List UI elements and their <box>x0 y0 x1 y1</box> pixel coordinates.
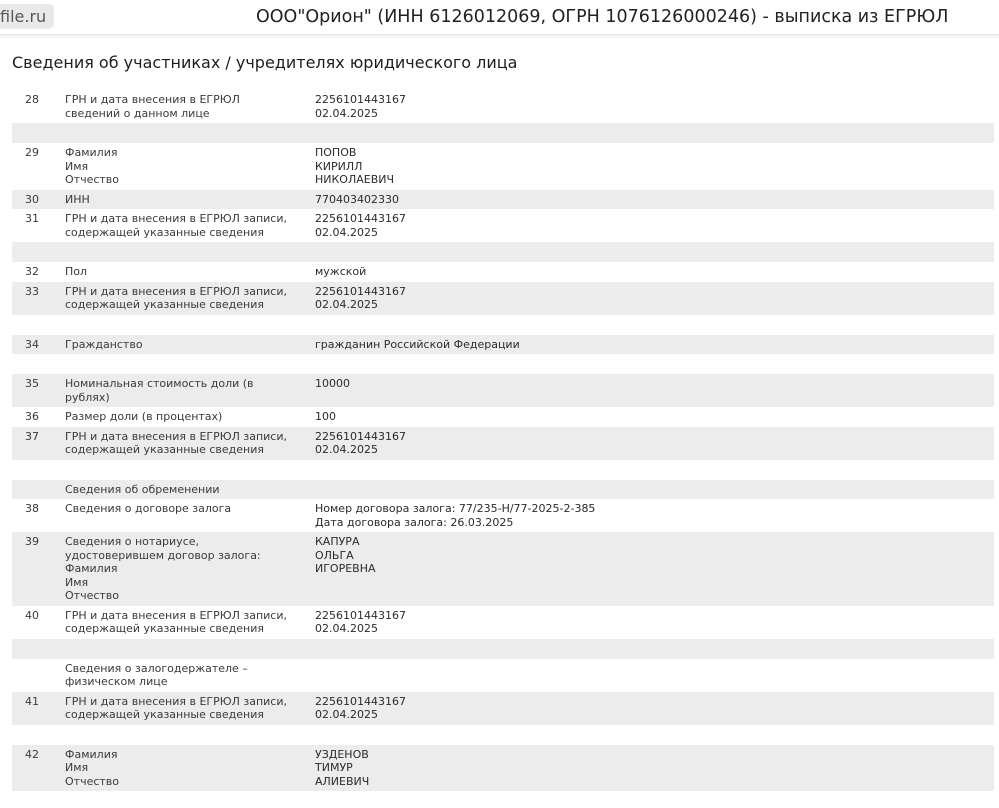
spacer-cell <box>12 315 994 335</box>
field-label <box>52 407 315 427</box>
value-line: ПОПОВ <box>315 146 357 159</box>
field-label <box>52 374 315 407</box>
table-row <box>12 282 994 315</box>
field-label <box>52 692 315 725</box>
label-line: сведений о данном лице <box>65 106 210 120</box>
spacer-cell <box>12 354 994 374</box>
table-row <box>12 190 994 210</box>
row-number: 34 <box>25 337 39 351</box>
table-row <box>12 499 994 532</box>
field-value <box>315 480 994 500</box>
value-line: УЗДЕНОВ <box>315 747 369 761</box>
field-label <box>52 532 315 606</box>
label-line: ГРН и дата внесения в ЕГРЮЛ <box>65 93 240 106</box>
label-line: содержащей указанные сведения <box>65 708 265 721</box>
table-row <box>12 407 994 427</box>
spacer-cell <box>12 639 994 659</box>
value-line: НИКОЛАЕВИЧ <box>315 173 395 186</box>
row-number: 30 <box>25 192 39 206</box>
field-label <box>52 745 315 792</box>
field-value <box>315 745 994 792</box>
label-line: ГРН и дата внесения в ЕГРЮЛ записи, <box>65 694 287 708</box>
label-line: содержащей указанные сведения <box>65 225 265 239</box>
field-value <box>315 143 994 190</box>
value-line: мужской <box>315 265 367 278</box>
label-line: ГРН и дата внесения в ЕГРЮЛ записи, <box>65 429 287 443</box>
table-row <box>12 209 994 242</box>
field-value <box>315 532 994 606</box>
label-line: Отчество <box>65 774 120 788</box>
label-line: Отчество <box>65 173 120 186</box>
label-line: ИНН <box>65 192 90 206</box>
spacer-row <box>12 123 994 143</box>
field-value <box>315 374 994 407</box>
document-title: ООО"Орион" (ИНН 6126012069, ОГРН 1076126000246) - выписка из ЕГРЮЛ <box>256 7 949 27</box>
row-number: 42 <box>25 747 39 761</box>
spacer-row <box>12 725 994 745</box>
field-value <box>315 262 994 282</box>
field-label <box>52 480 315 500</box>
spacer-row <box>12 315 994 335</box>
label-line: физическом лице <box>65 675 168 688</box>
value-line: 02.04.2025 <box>315 106 378 120</box>
value-line: 02.04.2025 <box>315 708 378 721</box>
row-number: 41 <box>25 694 39 708</box>
value-line: АЛИЕВИЧ <box>315 774 370 788</box>
egrul-table <box>12 90 994 791</box>
value-line: ИГОРЕВНА <box>315 562 376 575</box>
table-row <box>12 90 994 123</box>
table-row <box>12 745 994 792</box>
value-line: 2256101443167 <box>315 93 406 106</box>
field-label <box>52 335 315 355</box>
spacer-cell <box>12 460 994 480</box>
field-label <box>52 499 315 532</box>
label-line: Сведения о залогодержателе – <box>65 661 248 675</box>
value-line: гражданин Российской Федерации <box>315 337 520 351</box>
table-row <box>12 659 994 692</box>
field-value <box>315 190 994 210</box>
table-row <box>12 335 994 355</box>
row-number: 38 <box>25 502 39 515</box>
field-label <box>52 209 315 242</box>
label-line: удостоверившем договор залога: <box>65 548 261 562</box>
value-line: 02.04.2025 <box>315 443 378 456</box>
section-title: Сведения об участниках / учредителях юридического лица <box>12 53 518 72</box>
label-line: содержащей указанные сведения <box>65 443 265 456</box>
table-row <box>12 692 994 725</box>
field-value <box>315 282 994 315</box>
label-line: Размер доли (в процентах) <box>65 410 223 423</box>
label-line: Фамилия <box>65 562 118 575</box>
field-label <box>52 282 315 315</box>
label-line: рублях) <box>65 390 110 404</box>
label-line: Сведения о договоре залога <box>65 502 232 515</box>
field-value <box>315 90 994 123</box>
row-number: 33 <box>25 284 39 298</box>
value-line: КИРИЛЛ <box>315 159 363 173</box>
label-line: Имя <box>65 159 89 173</box>
table-row <box>12 606 994 639</box>
spacer-cell <box>12 123 994 143</box>
label-line: Отчество <box>65 589 120 602</box>
value-line: 770403402330 <box>315 192 399 206</box>
field-label <box>52 190 315 210</box>
row-number: 29 <box>25 146 39 159</box>
field-value <box>315 499 994 532</box>
label-line: Фамилия <box>65 146 118 159</box>
row-number <box>12 480 52 500</box>
spacer-row <box>12 639 994 659</box>
field-value <box>315 427 994 460</box>
value-line: 10000 <box>315 377 350 390</box>
value-line: КАПУРА <box>315 535 360 548</box>
header-shadow <box>0 35 999 39</box>
field-label <box>52 427 315 460</box>
spacer-row <box>12 460 994 480</box>
field-label <box>52 606 315 639</box>
row-number <box>12 659 52 692</box>
field-label <box>52 90 315 123</box>
field-value <box>315 407 994 427</box>
field-value <box>315 606 994 639</box>
field-value <box>315 335 994 355</box>
row-number: 28 <box>25 93 39 106</box>
table-row <box>12 374 994 407</box>
value-line: 2256101443167 <box>315 429 406 443</box>
spacer-cell <box>12 725 994 745</box>
value-line: 2256101443167 <box>315 212 406 225</box>
field-value <box>315 209 994 242</box>
value-line: 100 <box>315 410 336 423</box>
label-line: ГРН и дата внесения в ЕГРЮЛ записи, <box>65 284 287 298</box>
table-row <box>12 480 994 500</box>
spacer-row <box>12 354 994 374</box>
value-line: 2256101443167 <box>315 608 406 622</box>
field-label <box>52 143 315 190</box>
value-line: ОЛЬГА <box>315 548 354 562</box>
value-line: 2256101443167 <box>315 694 406 708</box>
value-line: Номер договора залога: 77/235-Н/77-2025-2-385 <box>315 502 596 515</box>
label-line: Номинальная стоимость доли (в <box>65 377 254 390</box>
label-line: Сведения об обременении <box>65 482 220 496</box>
label-line: Имя <box>65 575 89 589</box>
row-number: 35 <box>25 377 39 390</box>
row-number: 40 <box>25 608 39 622</box>
table-row <box>12 427 994 460</box>
table-row <box>12 262 994 282</box>
value-line: 02.04.2025 <box>315 298 378 311</box>
label-line: ГРН и дата внесения в ЕГРЮЛ записи, <box>65 608 287 622</box>
row-number: 39 <box>25 535 39 548</box>
table-row <box>12 143 994 190</box>
label-line: Сведения о нотариусе, <box>65 535 200 548</box>
spacer-row <box>12 242 994 262</box>
table-row <box>12 532 994 606</box>
value-line: 2256101443167 <box>315 284 406 298</box>
row-number: 36 <box>25 410 39 423</box>
label-line: Фамилия <box>65 747 118 761</box>
label-line: содержащей указанные сведения <box>65 298 265 311</box>
label-line: Гражданство <box>65 337 143 351</box>
value-line: Дата договора залога: 26.03.2025 <box>315 515 514 529</box>
label-line: содержащей указанные сведения <box>65 622 265 635</box>
field-label <box>52 659 315 692</box>
field-label <box>52 262 315 282</box>
value-line: 02.04.2025 <box>315 622 378 635</box>
site-logo-link[interactable]: file.ru <box>0 4 54 29</box>
label-line: Имя <box>65 761 89 774</box>
row-number: 32 <box>25 265 39 278</box>
row-number: 37 <box>25 429 39 443</box>
label-line: ГРН и дата внесения в ЕГРЮЛ записи, <box>65 212 287 225</box>
row-number: 31 <box>25 212 39 225</box>
spacer-cell <box>12 242 994 262</box>
field-value <box>315 659 994 692</box>
field-value <box>315 692 994 725</box>
top-bar <box>0 0 999 35</box>
label-line: Пол <box>65 265 88 278</box>
value-line: ТИМУР <box>315 761 353 774</box>
value-line: 02.04.2025 <box>315 225 378 239</box>
